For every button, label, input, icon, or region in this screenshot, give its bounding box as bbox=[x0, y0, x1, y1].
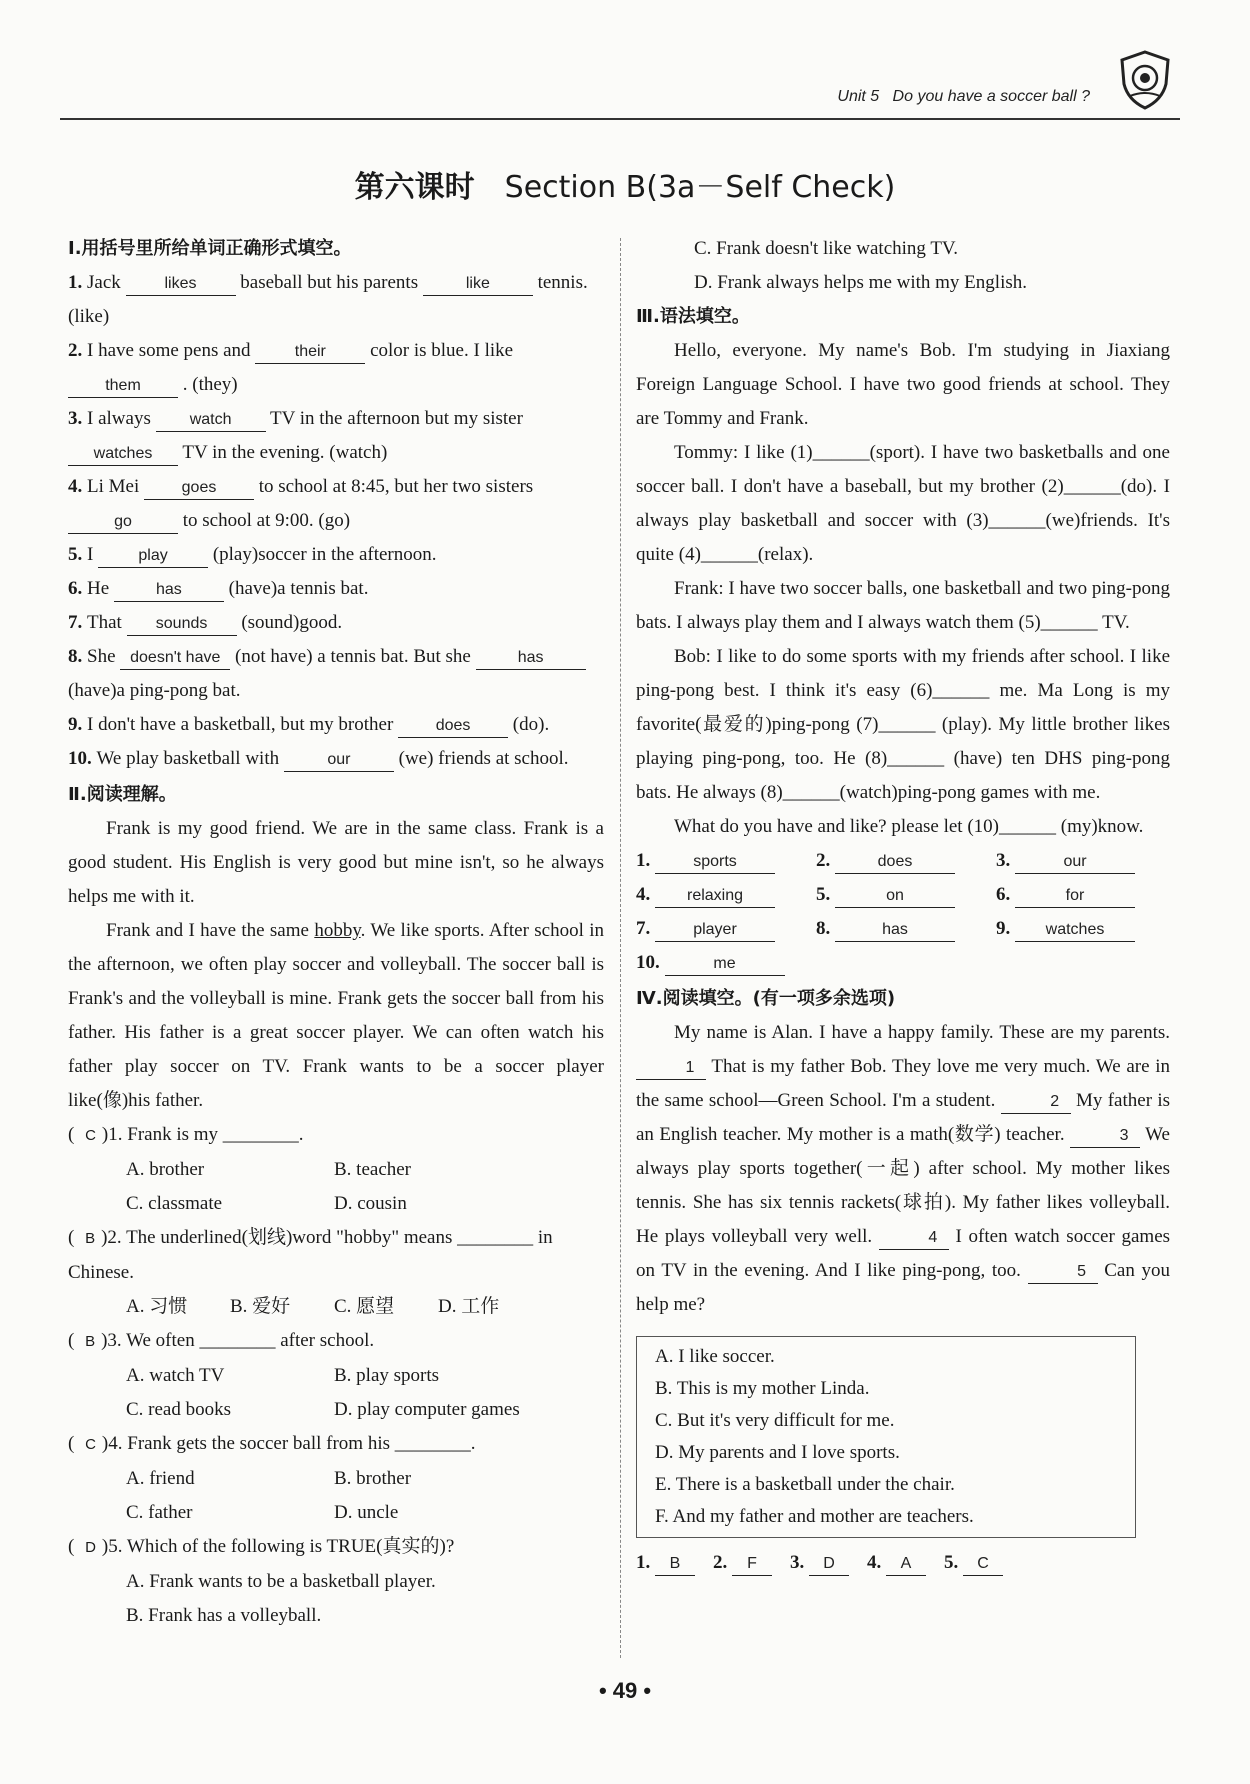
answer-number: 7. bbox=[636, 918, 655, 939]
fill-blank-item bbox=[68, 640, 604, 708]
item-text: (have)a tennis bat. bbox=[223, 578, 369, 599]
item-text: She bbox=[87, 646, 121, 667]
option[interactable]: C. read books bbox=[126, 1399, 232, 1420]
selected-answer[interactable]: B bbox=[85, 1230, 96, 1247]
answer-blank[interactable]: does bbox=[835, 851, 955, 874]
option[interactable]: C. classmate bbox=[126, 1193, 223, 1214]
option[interactable]: A. brother bbox=[126, 1159, 205, 1180]
answer-blank[interactable]: C bbox=[963, 1553, 1003, 1576]
option[interactable]: B. play sports bbox=[334, 1365, 440, 1386]
underlined-word: hobby bbox=[314, 920, 361, 941]
part1-list bbox=[68, 266, 604, 776]
answer-blank[interactable]: our bbox=[284, 749, 394, 772]
option[interactable]: C. Frank doesn't like watching TV. bbox=[694, 238, 958, 259]
part3-paragraph: Hello, everyone. My name's Bob. I'm studying in Jiaxiang Foreign Language School. I have two good friends at school. They are Tommy and Frank. bbox=[636, 340, 1170, 429]
item-text: color is blue. I like bbox=[365, 340, 514, 361]
item-text: That bbox=[87, 612, 127, 633]
answer-blank[interactable]: our bbox=[1015, 851, 1135, 874]
answer-number: 5. bbox=[944, 1552, 963, 1573]
left-column bbox=[68, 232, 604, 1633]
answer-blank[interactable]: likes bbox=[126, 273, 236, 296]
part3-paragraph: Tommy: I like (1)______(sport). I have two basketballs and one soccer ball. I don't have a baseball, but my brother (2)______(do). I always play basketball and soccer with (3)______(we)friends. It's quite (4)______(relax). bbox=[636, 442, 1170, 565]
fill-blank-item bbox=[68, 538, 604, 572]
shield-logo-icon bbox=[1112, 46, 1178, 112]
part2-paragraph-2 bbox=[68, 914, 604, 1118]
option[interactable]: D. play computer games bbox=[334, 1399, 520, 1420]
answer-cell bbox=[636, 912, 816, 946]
mc-question bbox=[68, 1530, 604, 1565]
option-row bbox=[68, 1359, 604, 1393]
item-number: 9. bbox=[68, 714, 87, 735]
running-header bbox=[837, 88, 1090, 106]
item-number: 10. bbox=[68, 748, 97, 769]
option-line: A. I like soccer. bbox=[655, 1346, 775, 1367]
item-number: 7. bbox=[68, 612, 87, 633]
option-line: C. But it's very difficult for me. bbox=[655, 1410, 895, 1431]
item-text: He bbox=[87, 578, 114, 599]
item-text: TV in the evening. (watch) bbox=[178, 442, 388, 463]
answer-blank[interactable]: A bbox=[886, 1553, 926, 1576]
part4-answer-line bbox=[636, 1546, 1170, 1580]
option[interactable]: A. 习惯 bbox=[126, 1296, 188, 1317]
mc-question bbox=[68, 1324, 604, 1359]
option-line: D. My parents and I love sports. bbox=[655, 1442, 900, 1463]
item-number: 1. bbox=[68, 272, 87, 293]
part2-heading: Ⅱ.阅读理解。 bbox=[68, 784, 177, 805]
answer-blank[interactable]: watches bbox=[68, 443, 178, 466]
part4-heading: Ⅳ.阅读填空。(有一项多余选项) bbox=[636, 988, 896, 1009]
part3-heading: Ⅲ.语法填空。 bbox=[636, 306, 750, 327]
answer-blank[interactable]: me bbox=[665, 953, 785, 976]
answer-cell bbox=[996, 912, 1176, 946]
answer-cell bbox=[816, 844, 996, 878]
option-row bbox=[68, 1393, 604, 1427]
blank-5[interactable]: 5 bbox=[1028, 1261, 1098, 1284]
answer-cell bbox=[816, 878, 996, 912]
lesson-title bbox=[0, 162, 1250, 206]
right-column bbox=[636, 232, 1170, 1580]
answer-paren: ) bbox=[101, 1124, 109, 1145]
passage-sentence: That is my father Bob. They love me very much. We are in the same school—Green School. I'm a student. bbox=[636, 1056, 1170, 1111]
passage-sentence: Can you help me? bbox=[636, 1260, 1171, 1315]
answer-number: 8. bbox=[816, 918, 835, 939]
header-rule bbox=[60, 118, 1180, 120]
answer-cell bbox=[636, 844, 816, 878]
passage-sentence: I often watch soccer games on TV in the evening. And I like ping-pong, too. bbox=[636, 1226, 1171, 1281]
option[interactable]: B. Frank has a volleyball. bbox=[126, 1605, 322, 1626]
question-text: 5. Which of the following is TRUE(真实的)? bbox=[108, 1536, 455, 1557]
item-text: (sound)good. bbox=[236, 612, 343, 633]
answer-blank[interactable]: has bbox=[114, 579, 224, 602]
option[interactable]: D. uncle bbox=[334, 1502, 399, 1523]
item-text: (play)soccer in the afternoon. bbox=[208, 544, 437, 565]
section-name: Section B(3a－Self Check) bbox=[504, 170, 896, 205]
item-text: I don't have a basketball, but my brother bbox=[87, 714, 399, 735]
part4-passage bbox=[636, 1016, 1170, 1322]
fill-blank-item bbox=[68, 402, 604, 470]
item-text: We play basketball with bbox=[96, 748, 284, 769]
answer-paren: ) bbox=[101, 1536, 109, 1557]
item-text: I bbox=[87, 544, 99, 565]
answer-number: 5. bbox=[816, 884, 835, 905]
answer-blank[interactable]: sounds bbox=[127, 613, 237, 636]
option-line: B. This is my mother Linda. bbox=[655, 1378, 870, 1399]
item-text: I always bbox=[87, 408, 156, 429]
item-number: 2. bbox=[68, 340, 87, 361]
fill-blank-item bbox=[68, 742, 604, 776]
fill-blank-item bbox=[68, 572, 604, 606]
answer-blank[interactable]: watch bbox=[156, 409, 266, 432]
answer-blank[interactable]: has bbox=[476, 647, 586, 670]
part3-paragraph: Bob: I like to do some sports with my friends after school. I like ping-pong best. I think it's easy (6)______ me. Ma Long is my favorite(最爱的)ping-pong (7)______ (play). My little brother likes playing ping-pong, too. He (8)______ (have) ten DHS ping-pong bats. He always (8)______(watch)ping-pong games with me. bbox=[636, 646, 1170, 803]
mc-question bbox=[68, 1221, 604, 1290]
answer-number: 2. bbox=[713, 1552, 732, 1573]
answer-cell bbox=[816, 912, 996, 946]
option-row bbox=[68, 1462, 604, 1496]
question-text: 3. We often ________ after school. bbox=[107, 1330, 375, 1351]
answer-cell bbox=[867, 1546, 926, 1580]
answer-cell bbox=[636, 878, 816, 912]
answer-number: 6. bbox=[996, 884, 1015, 905]
item-text: to school at 8:45, but her two sisters bbox=[254, 476, 534, 497]
answer-blank[interactable]: doesn't have bbox=[120, 647, 230, 670]
option-row bbox=[68, 1290, 604, 1324]
fill-blank-item bbox=[68, 470, 604, 538]
unit-label: Unit 5 bbox=[837, 88, 880, 105]
part3-paragraph: Frank: I have two soccer balls, one basketball and two ping-pong bats. I always play them and I always watch them (5)______ TV. bbox=[636, 578, 1170, 633]
blank-2[interactable]: 2 bbox=[1001, 1091, 1071, 1114]
selected-answer[interactable]: D bbox=[85, 1539, 96, 1556]
option[interactable]: C. 愿望 bbox=[334, 1296, 395, 1317]
item-text: (do). bbox=[508, 714, 550, 735]
part2-question5-options-continued bbox=[636, 232, 1170, 300]
item-text: (we) friends at school. bbox=[393, 748, 569, 769]
fill-blank-item bbox=[68, 708, 604, 742]
answer-blank[interactable]: go bbox=[68, 511, 178, 534]
part1-heading: Ⅰ.用括号里所给单词正确形式填空。 bbox=[68, 238, 352, 259]
answer-blank[interactable]: relaxing bbox=[655, 885, 775, 908]
answer-blank[interactable]: play bbox=[98, 545, 208, 568]
question-text: 2. The underlined(划线)word "hobby" means ________ in Chinese. bbox=[68, 1227, 553, 1283]
answer-cell bbox=[713, 1546, 772, 1580]
mc-question bbox=[68, 1118, 604, 1153]
answer-blank[interactable]: has bbox=[835, 919, 955, 942]
option-row bbox=[68, 1496, 604, 1530]
item-text: to school at 9:00. (go) bbox=[178, 510, 351, 531]
selected-answer[interactable]: C bbox=[85, 1436, 96, 1453]
option-line: F. And my father and mother are teachers. bbox=[655, 1506, 974, 1527]
option[interactable]: D. Frank always helps me with my English. bbox=[694, 272, 1027, 293]
answer-cell bbox=[996, 844, 1176, 878]
option[interactable]: B. teacher bbox=[334, 1159, 412, 1180]
answer-number: 4. bbox=[636, 884, 655, 905]
option-row bbox=[68, 1153, 604, 1187]
item-text: (not have) a tennis bat. But she bbox=[230, 646, 476, 667]
item-text: . (they) bbox=[178, 374, 238, 395]
answer-paren: ( bbox=[68, 1330, 80, 1351]
option[interactable]: A. friend bbox=[126, 1468, 195, 1489]
answer-cell bbox=[636, 1546, 695, 1580]
answer-blank[interactable]: player bbox=[655, 919, 775, 942]
item-text: TV in the afternoon but my sister bbox=[265, 408, 523, 429]
unit-topic: Do you have a soccer ball ? bbox=[892, 88, 1090, 105]
answer-blank[interactable]: D bbox=[809, 1553, 849, 1576]
passage-sentence: We always play sports together(一起) after school. My mother likes tennis. She has six tennis rackets(球拍). My father likes volleyball. He plays volleyball very well. bbox=[636, 1124, 1170, 1247]
question-text: 1. Frank is my ________. bbox=[108, 1124, 304, 1145]
item-number: 4. bbox=[68, 476, 87, 497]
option[interactable]: A. Frank wants to be a basketball player. bbox=[126, 1571, 436, 1592]
answer-paren: ) bbox=[101, 1330, 108, 1351]
item-text: I have some pens and bbox=[87, 340, 256, 361]
blank-3[interactable]: 3 bbox=[1070, 1125, 1140, 1148]
answer-blank[interactable]: for bbox=[1015, 885, 1135, 908]
answer-number: 4. bbox=[867, 1552, 886, 1573]
answer-paren: ) bbox=[101, 1227, 108, 1248]
mc-question bbox=[68, 1427, 604, 1462]
answer-paren: ( bbox=[68, 1124, 80, 1145]
item-text: tennis. (like) bbox=[68, 272, 588, 327]
answer-number: 10. bbox=[636, 952, 665, 973]
option-line: E. There is a basketball under the chair. bbox=[655, 1474, 955, 1495]
question-text: 4. Frank gets the soccer ball from his ________. bbox=[108, 1433, 476, 1454]
answer-blank[interactable]: their bbox=[255, 341, 365, 364]
answer-blank[interactable]: B bbox=[655, 1553, 695, 1576]
option[interactable]: C. father bbox=[126, 1502, 193, 1523]
option[interactable]: D. cousin bbox=[334, 1193, 407, 1214]
para2-end: . We like sports. After school in the afternoon, we often play soccer and volleyball. The soccer ball is Frank's and the volleyball is mine. Frank gets the soccer ball from his father. His father is a great soccer player. We can often watch his father play soccer on TV. Frank wants to be a soccer player like(像)his father. bbox=[68, 920, 604, 1111]
answer-blank[interactable]: on bbox=[835, 885, 955, 908]
selected-answer[interactable]: B bbox=[85, 1333, 96, 1350]
fill-blank-item bbox=[68, 334, 604, 402]
answer-number: 2. bbox=[816, 850, 835, 871]
answer-number: 3. bbox=[996, 850, 1015, 871]
answer-cell bbox=[944, 1546, 1003, 1580]
page-number: • 49 • bbox=[598, 1678, 652, 1703]
option[interactable]: A. watch TV bbox=[126, 1365, 225, 1386]
column-divider bbox=[620, 238, 621, 1658]
item-number: 8. bbox=[68, 646, 87, 667]
option[interactable]: D. 工作 bbox=[438, 1296, 500, 1317]
answer-blank[interactable]: goes bbox=[144, 477, 254, 500]
part2-questions bbox=[68, 1118, 604, 1633]
answer-blank[interactable]: them bbox=[68, 375, 178, 398]
answer-paren: ( bbox=[68, 1536, 80, 1557]
answer-blank[interactable]: F bbox=[732, 1553, 772, 1576]
answer-cell bbox=[996, 878, 1176, 912]
item-number: 3. bbox=[68, 408, 87, 429]
item-text: baseball but his parents bbox=[235, 272, 423, 293]
passage-sentence: My name is Alan. I have a happy family. These are my parents. bbox=[674, 1022, 1170, 1043]
answer-paren: ) bbox=[101, 1433, 109, 1454]
item-number: 6. bbox=[68, 578, 87, 599]
answer-blank[interactable]: like bbox=[423, 273, 533, 296]
option[interactable]: B. 爱好 bbox=[230, 1296, 291, 1317]
options-box bbox=[636, 1336, 1136, 1538]
answer-number: 3. bbox=[790, 1552, 809, 1573]
answer-paren: ( bbox=[68, 1227, 80, 1248]
option-row bbox=[68, 1187, 604, 1221]
passage-sentence: My father is an English teacher. My mother is a math(数学) teacher. bbox=[636, 1090, 1171, 1145]
item-text: Jack bbox=[87, 272, 126, 293]
part3-answer-grid bbox=[636, 844, 1170, 980]
item-text: (have)a ping-pong bat. bbox=[68, 680, 241, 701]
part3-paragraph: What do you have and like? please let (10)______ (my)know. bbox=[674, 816, 1144, 837]
answer-number: 1. bbox=[636, 850, 655, 871]
answer-cell bbox=[636, 946, 816, 980]
option[interactable]: B. brother bbox=[334, 1468, 412, 1489]
item-number: 5. bbox=[68, 544, 87, 565]
answer-number: 9. bbox=[996, 918, 1015, 939]
fill-blank-item bbox=[68, 266, 604, 334]
para2-start: Frank and I have the same bbox=[106, 920, 309, 941]
answer-blank[interactable]: does bbox=[398, 715, 508, 738]
answer-blank[interactable]: sports bbox=[655, 851, 775, 874]
lesson-number: 第六课时 bbox=[354, 170, 475, 205]
answer-paren: ( bbox=[68, 1433, 80, 1454]
blank-1[interactable]: 1 bbox=[636, 1057, 706, 1080]
answer-cell bbox=[790, 1546, 849, 1580]
part2-paragraph-1: Frank is my good friend. We are in the same class. Frank is a good student. His English is very good but mine isn't, so he always helps me with it. bbox=[68, 818, 604, 907]
selected-answer[interactable]: C bbox=[85, 1127, 96, 1144]
blank-4[interactable]: 4 bbox=[879, 1227, 949, 1250]
answer-blank[interactable]: watches bbox=[1015, 919, 1135, 942]
answer-number: 1. bbox=[636, 1552, 655, 1573]
item-text: Li Mei bbox=[87, 476, 144, 497]
fill-blank-item bbox=[68, 606, 604, 640]
